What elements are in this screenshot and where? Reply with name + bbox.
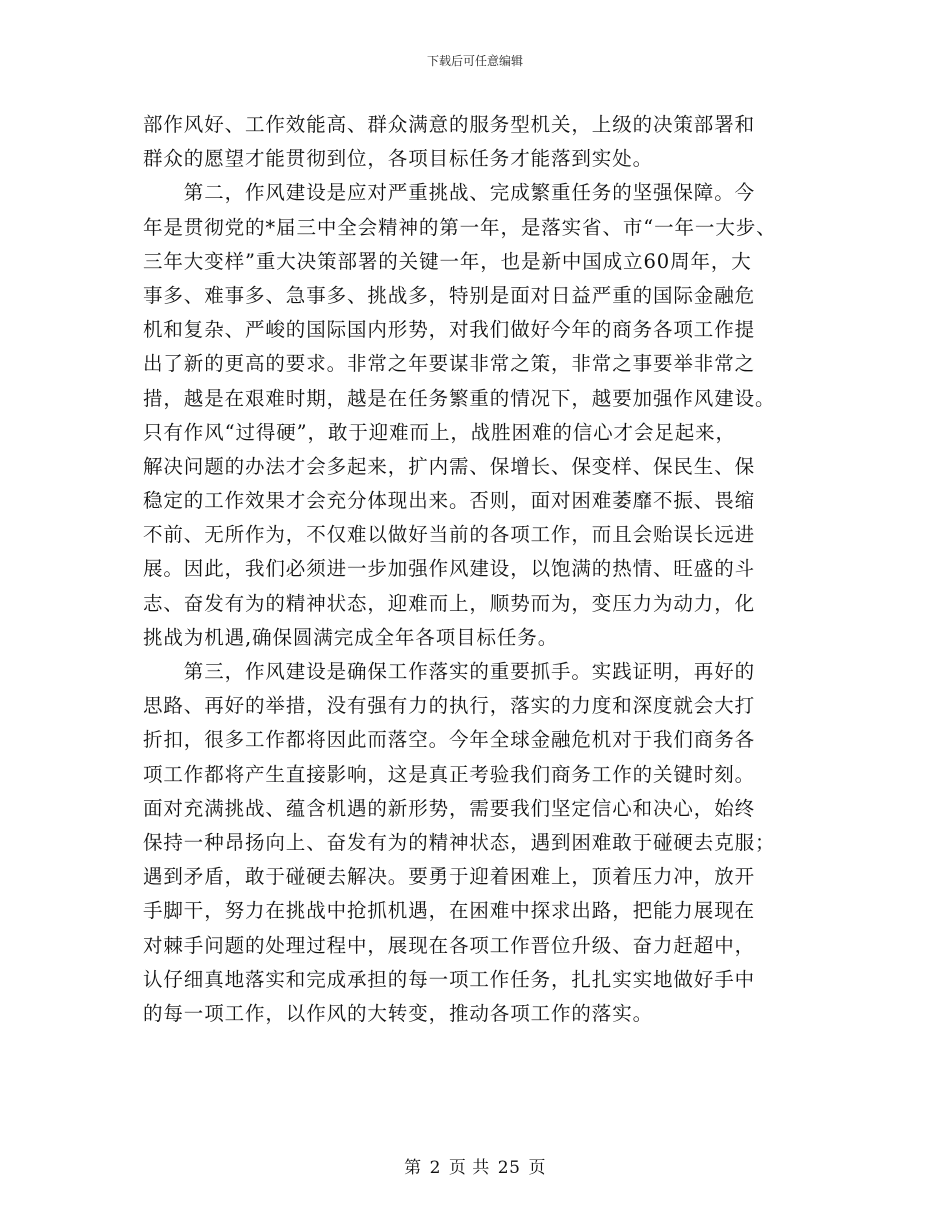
text-line: 面对充满挑战、蕴含机遇的新形势，需要我们坚定信心和决心，始终 bbox=[143, 796, 756, 820]
text-line: 不前、无所作为，不仅难以做好当前的各项工作，而且会贻误长远进 bbox=[143, 523, 756, 547]
text-line: 志、奋发有为的精神状态，迎难而上，顺势而为，变压力为动力，化 bbox=[143, 591, 756, 615]
text-line: 只有作风“过得硬”，敢于迎难而上，战胜困难的信心才会足起来， bbox=[143, 420, 736, 444]
text-line: 解决问题的办法才会多起来，扩内需、保增长、保变样、保民生、保 bbox=[143, 454, 756, 478]
text-line: 事多、难事多、急事多、挑战多，特别是面对日益严重的国际金融危 bbox=[143, 283, 756, 307]
page-footer bbox=[0, 1153, 950, 1178]
text-line: 认仔细真地落实和完成承担的每一项工作任务，扎扎实实地做好手中 bbox=[143, 967, 756, 991]
text-line: 第二，作风建设是应对严重挑战、完成繁重任务的坚强保障。今 bbox=[143, 181, 756, 205]
text-line: 稳定的工作效果才会充分体现出来。否则，面对困难萎靡不振、畏缩 bbox=[143, 489, 756, 513]
text-line: 展。因此，我们必须进一步加强作风建设，以饱满的热情、旺盛的斗 bbox=[143, 557, 756, 581]
footer-suffix: 页 bbox=[528, 1158, 546, 1178]
body-text bbox=[143, 108, 807, 1031]
header-note: 下载后可任意编辑 bbox=[426, 54, 523, 68]
footer-prefix: 第 bbox=[404, 1158, 422, 1178]
text-line: 第三，作风建设是确保工作落实的重要抓手。实践证明，再好的 bbox=[143, 660, 756, 683]
text-line: 群众的愿望才能贯彻到位，各项目标任务才能落到实处。 bbox=[143, 147, 654, 171]
text-line: 思路、再好的举措，没有强有力的执行，落实的力度和深度就会大打 bbox=[143, 694, 756, 718]
text-line: 年是贯彻党的*届三中全会精神的第一年，是落实省、市“一年一大步、 bbox=[143, 215, 777, 239]
text-line: 的每一项工作，以作风的大转变，推动各项工作的落实。 bbox=[143, 1001, 654, 1025]
footer-middle: 页 共 bbox=[448, 1158, 490, 1178]
text-line: 保持一种昂扬向上、奋发有为的精神状态，遇到困难敢于碰硬去克服； bbox=[143, 830, 776, 854]
text-line: 遇到矛盾，敢于碰硬去解决。要勇于迎着困难上，顶着压力冲，放开 bbox=[143, 865, 756, 889]
text-line: 折扣，很多工作都将因此而落空。今年全球金融危机对于我们商务各 bbox=[143, 728, 756, 752]
text-line: 三年大变样”重大决策部署的关键一年，也是新中国成立60周年，大 bbox=[143, 249, 752, 273]
text-line: 出了新的更高的要求。非常之年要谋非常之策，非常之事要举非常之 bbox=[143, 352, 756, 376]
text-line: 项工作都将产生直接影响，这是真正考验我们商务工作的关键时刻。 bbox=[143, 762, 756, 786]
text-line: 手脚干，努力在挑战中抢抓机遇，在困难中探求出路，把能力展现在 bbox=[143, 899, 756, 923]
text-line: 机和复杂、严峻的国际国内形势，对我们做好今年的商务各项工作提 bbox=[143, 318, 756, 342]
text-line: 措，越是在艰难时期，越是在任务繁重的情况下，越要加强作风建设。 bbox=[143, 386, 776, 410]
text-line: 挑战为机遇,确保圆满完成全年各项目标任务。 bbox=[143, 625, 559, 649]
footer-total-pages: 25 bbox=[497, 1158, 521, 1178]
footer-page-number: 2 bbox=[429, 1158, 441, 1178]
text-line: 部作风好、工作效能高、群众满意的服务型机关，上级的决策部署和 bbox=[143, 113, 756, 136]
text-line: 对棘手问题的处理过程中，展现在各项工作晋位升级、奋力赶超中， bbox=[143, 933, 756, 957]
